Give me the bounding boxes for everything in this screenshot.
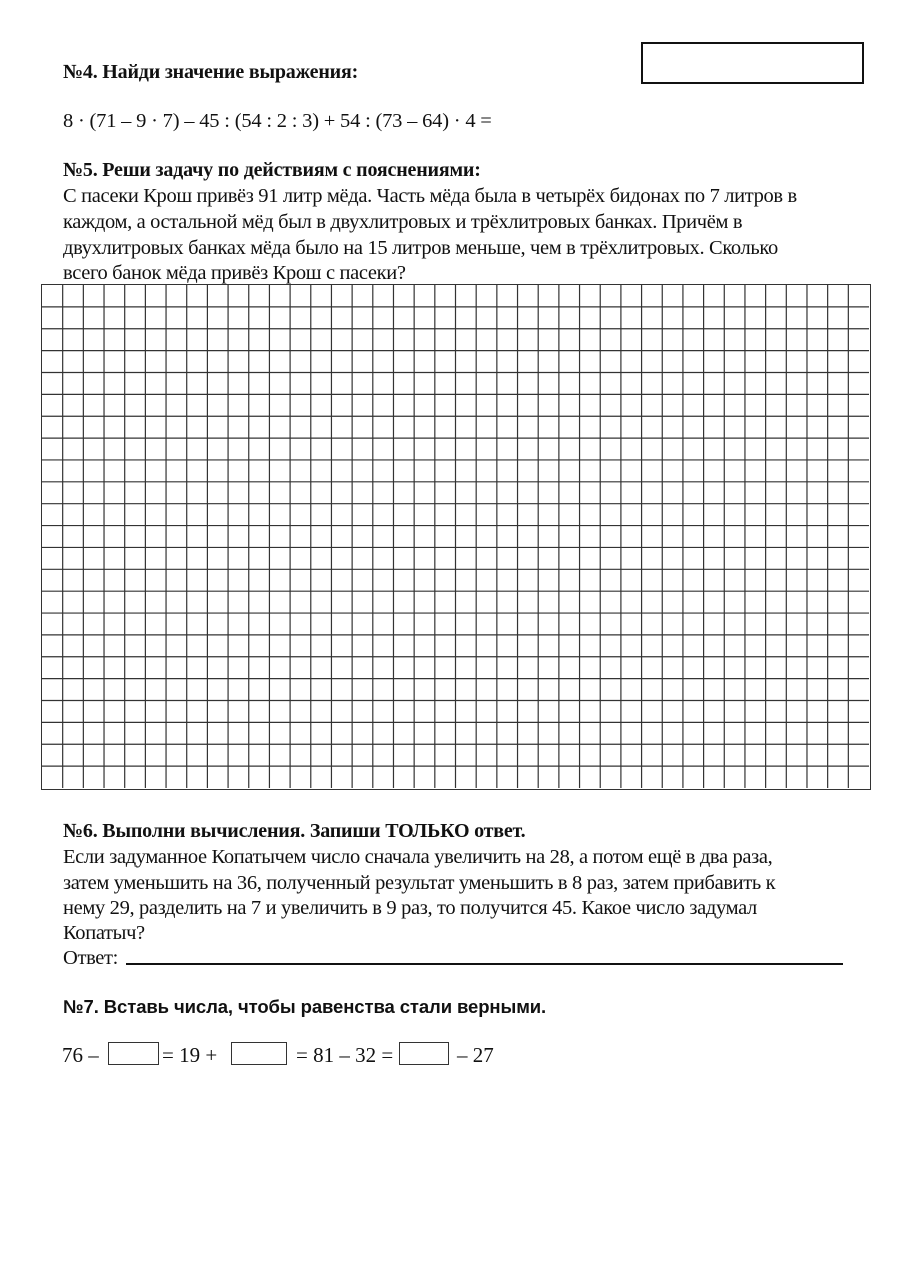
task5-line-2: каждом, а остальной мёд был в двухлитровых и трёхлитровых банках. Причём в <box>63 211 743 233</box>
equation-part-3: = 81 – 32 = <box>296 1043 394 1067</box>
answer-line-input[interactable] <box>126 963 843 965</box>
task6-line-1: Если задуманное Копатычем число сначала увеличить на 28, а потом ещё в два раза, <box>63 846 773 868</box>
task4-heading: №4. Найди значение выражения: <box>63 61 359 83</box>
task6-line-3: нему 29, разделить на 7 и увеличить в 9 раз, то получится 45. Какое число задумал <box>63 897 757 919</box>
task5-heading: №5. Реши задачу по действиям с пояснениями: <box>63 159 481 181</box>
answer-box-3[interactable] <box>399 1042 449 1065</box>
task7-heading: №7. Вставь числа, чтобы равенства стали верными. <box>63 996 547 1017</box>
equation-part-2: = 19 + <box>162 1043 218 1067</box>
grid-lines <box>42 285 869 788</box>
task5-line-4: всего банок мёда привёз Крош с пасеки? <box>63 262 406 284</box>
task5-line-3: двухлитровых банках мёда было на 15 литров меньше, чем в трёхлитровых. Сколько <box>63 237 778 259</box>
answer-label: Ответ: <box>63 947 118 969</box>
task4-expression: 8 · (71 – 9 · 7) – 45 : (54 : 2 : 3) + 54 : (73 – 64) · 4 = <box>63 110 492 132</box>
solution-grid[interactable] <box>41 284 871 790</box>
task5-line-1: С пасеки Крош привёз 91 литр мёда. Часть мёда была в четырёх бидонах по 7 литров в <box>63 185 797 207</box>
task6-heading: №6. Выполни вычисления. Запиши ТОЛЬКО ответ. <box>63 820 526 842</box>
equation-part-1: 76 – <box>62 1043 99 1067</box>
task6-line-2: затем уменьшить на 36, полученный результат уменьшить в 8 раз, затем прибавить к <box>63 872 776 894</box>
task6-line-4: Копатыч? <box>63 922 145 944</box>
answer-box-2[interactable] <box>231 1042 287 1065</box>
score-box[interactable] <box>641 42 864 84</box>
equation-part-4: – 27 <box>457 1043 494 1067</box>
answer-box-1[interactable] <box>108 1042 159 1065</box>
